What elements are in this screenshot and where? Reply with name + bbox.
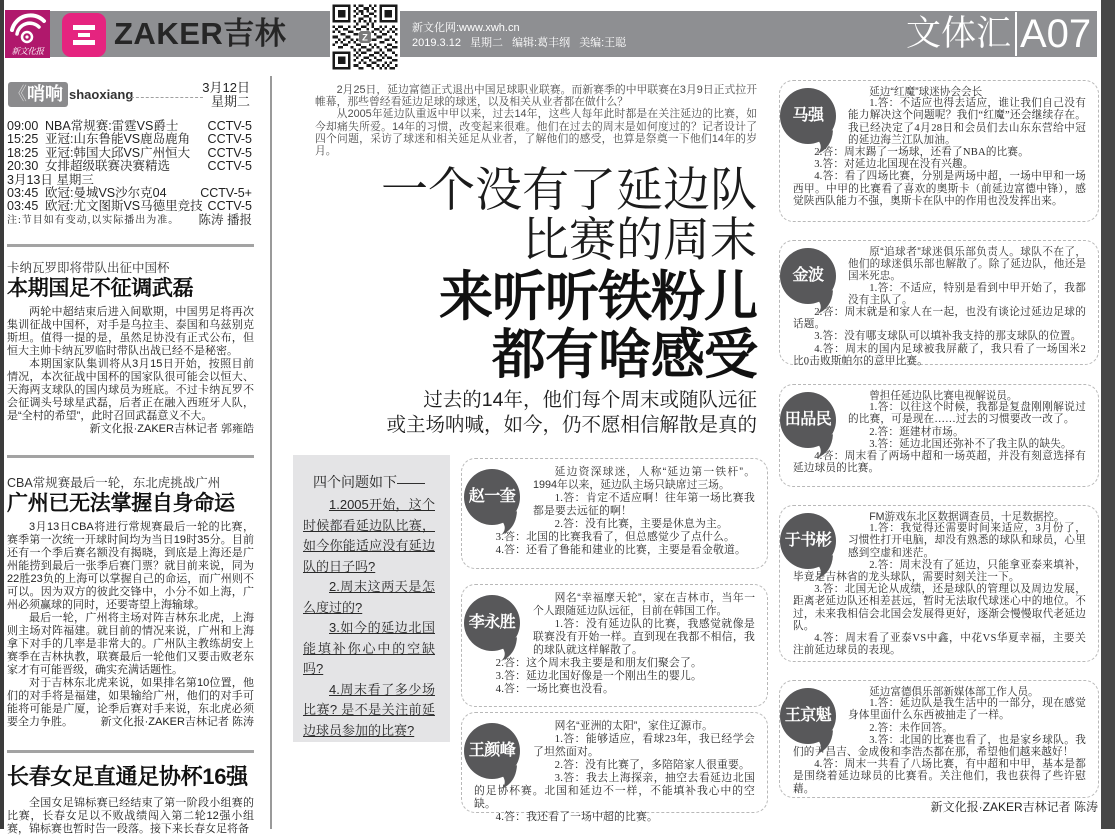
answer: 1.答：能够适应，看球23年，我已经学会了坦然面对。 bbox=[533, 733, 755, 758]
schedule-program: 亚冠:山东鲁能VS鹿岛鹿角 bbox=[45, 132, 191, 147]
article-paragraph: 3月13日CBA将进行常规赛最后一轮的比赛，赛季第一次统一开球时间均为当日19时35分。目前还有一个季后赛名额没有揭晓，到底是上海还是广州能捞到最后一张季后赛门票？就目前来说，同为22胜23负的上海可以掌握自己的命运，而广州则不可以。因为双方的彼此交锋中，小分不如上海，广州必须赢球的同时，还要寄望上海输球。 bbox=[7, 521, 254, 611]
schedule-program: 女排超级联赛决赛精选 bbox=[45, 159, 171, 174]
avatar bbox=[468, 720, 533, 784]
section-label-shaoxiang bbox=[8, 82, 68, 107]
schedule-weekday: 星期二 bbox=[210, 93, 250, 109]
article-womens-football bbox=[7, 763, 254, 836]
section-divider bbox=[7, 750, 254, 753]
interview-card bbox=[779, 80, 1099, 222]
section-divider bbox=[7, 244, 254, 247]
interviewee-intro: 原“追球者”球迷俱乐部负责人。球队不在了，他们的球迷俱乐部也解散了。除了延边队，他还是国米死忠。 bbox=[848, 246, 1086, 283]
article-paragraph: 最后一轮，广州将主场对阵吉林东北虎，上海则主场对阵福建。就目前的情况来说，广州和上海拿下对手的几率是非常大的。广州队主教练胡安上赛季在吉林执教，联赛最后一轮他们又要击败老东家才有可能晋级，确实充满话题性。 bbox=[7, 612, 254, 676]
answer: 4.答：我还看了一场中超的比赛。 bbox=[495, 811, 659, 823]
schedule-time: 03:45 bbox=[7, 186, 39, 201]
schedule-time: 18:25 bbox=[7, 145, 39, 160]
schedule-program: NBA常规赛:雷霆VS爵士 bbox=[45, 119, 179, 133]
interviewee-name: 赵一奎 bbox=[468, 488, 516, 505]
answer: 4.答：周末看了两场中超和一场英超，并没有刻意选择有延边球员的比赛。 bbox=[793, 451, 1086, 475]
issue-date: 2019.3.12 bbox=[412, 37, 461, 49]
schedule-time: 15:25 bbox=[7, 132, 39, 147]
article-paragraph-last bbox=[7, 677, 254, 729]
headline-line: 都有啥感受 bbox=[492, 325, 757, 385]
interviewee-name: 王京魁 bbox=[784, 707, 832, 724]
answer: 3.答：延边北国还弥补不了我主队的缺失。 bbox=[869, 438, 1072, 450]
schedule-program: 亚冠:韩国大邱VS广州恒大 bbox=[45, 145, 191, 160]
issue-line bbox=[412, 36, 632, 51]
subhead-line: 过去的14年，他们每个周末或随队远征 bbox=[423, 389, 757, 411]
answer: 3.答：北国无论从成绩，还是球队的管理以及周边发展，距离老延边队还相差甚远，暂时无法取代球迷心中的地位。不过，未来我相信会北国会发展得更好，逐渐会慢慢取代老延边队。 bbox=[793, 584, 1086, 632]
schedule-time: 09:00 bbox=[7, 119, 39, 133]
article-body bbox=[7, 797, 254, 836]
page-edge-left bbox=[0, 0, 4, 829]
answer: 3.答：延边北国好像是一个刚出生的婴儿。 bbox=[495, 670, 703, 682]
interview-card bbox=[779, 680, 1099, 798]
page-number: A07 bbox=[1020, 12, 1092, 56]
page-edge-right bbox=[1101, 0, 1115, 829]
answer: 1.答：不适应，特别是看到中甲开始了，我都没有主队了。 bbox=[848, 282, 1086, 306]
brand-name: ZAKER吉林 bbox=[114, 16, 287, 51]
answer: 3.答：北国的比赛我看了，但总感觉少了点什么。 bbox=[495, 531, 736, 543]
issue-weekday: 星期二 bbox=[470, 37, 503, 49]
section-name: 文体汇 bbox=[906, 14, 1012, 53]
answer: 1.答：我觉得还需要时间来适应，3月份了，习惯性打开电脑，却没有熟悉的球队和球员，心里感到空虚和迷茫。 bbox=[848, 523, 1086, 559]
answer: 1.答：没有延边队的比赛，我感觉就像是联赛没有开始一样。直到现在我都不相信，我的球队就这样解散了。 bbox=[533, 618, 755, 656]
article-national-team bbox=[7, 260, 254, 436]
feature-headline-top bbox=[300, 165, 757, 265]
article-title: 长春女足直通足协杯16强 bbox=[7, 764, 248, 789]
schedule-day: 3月12日 bbox=[202, 80, 250, 95]
interviewee-name: 田品民 bbox=[784, 411, 832, 428]
schedule-program: 欧冠:尤文图斯VS马德里竞技 bbox=[45, 199, 203, 214]
answer: 2.答：逛建材市场。 bbox=[869, 426, 964, 438]
column-divider bbox=[270, 76, 272, 829]
editor-credit: 编辑:葛丰纲 bbox=[512, 37, 571, 49]
answer: 4.答：一场比赛也没看。 bbox=[495, 683, 615, 695]
answer: 2.答：未作回答。 bbox=[869, 722, 954, 734]
article-paragraph: 两轮中超结束后进入间歇期，中国男足将再次集训征战中国杯，对手是乌拉圭、泰国和乌兹别克斯坦。值得一提的是，虽然足协没有正式公布，但恒大主帅卡纳瓦罗临时带队出战已经不是秘密。 bbox=[7, 306, 254, 357]
article-paragraph-text: 对于吉林东北虎来说，如果排名第10位置，他们的对手将是福建，如果输给广州，他们的对手可能将可能是广厦，论季后赛对手来说，东北虎必须要全力争胜。 bbox=[7, 677, 254, 728]
headline-line: 来听听铁粉儿 bbox=[439, 267, 757, 327]
avatar bbox=[784, 686, 848, 746]
avatar bbox=[784, 511, 848, 571]
interview-card bbox=[779, 240, 1099, 365]
article-paragraph: 本期国家队集训将从3月15日开始，按照目前情况，本次征战中国杯的国家队很可能会以恒大、天海两支球队的国内球员为班底。不过卡纳瓦罗不会征调头号球星武磊，后者正在融入西班牙人队，是“全村的希望”，此时召回武磊意义不大。 bbox=[7, 358, 254, 422]
article-body bbox=[7, 306, 254, 436]
schedule-time: 20:30 bbox=[7, 159, 39, 174]
label-bracket-mark: 《 bbox=[9, 84, 27, 104]
schedule-note-row bbox=[7, 214, 252, 227]
question-item: 4.周末看了多少场比赛? 是不是关注前延边球员参加的比赛? bbox=[303, 681, 435, 738]
zaker-app-icon bbox=[62, 13, 106, 57]
label-pinyin: shaoxiang bbox=[69, 87, 134, 102]
article-byline: 新文化报·ZAKER吉林记者 郭雍皓 bbox=[89, 423, 254, 435]
questions-title: 四个问题如下—— bbox=[313, 474, 425, 490]
interviewee-name: 李永胜 bbox=[468, 614, 516, 631]
zaker-z-icon bbox=[62, 13, 106, 57]
question-item: 3.如今的延边北国能填补你心中的空缺吗? bbox=[303, 620, 435, 676]
schedule-channel: CCTV-5 bbox=[207, 119, 252, 133]
section-separator bbox=[1015, 12, 1017, 56]
xinwenhua-paper-logo bbox=[5, 10, 50, 58]
qr-center-letter: Z bbox=[362, 32, 368, 43]
interviewee-intro: 网名“幸福摩天轮”，家在吉林市，当年一个人跟随延边队远征，目前在韩国工作。 bbox=[533, 592, 755, 617]
schedule-date-2: 3月13日 星期三 bbox=[7, 172, 94, 187]
answer: 1.答：以往这个时候，我都是复盘刚刚解说过的比赛，可是现在……过去的习惯要改一改了。 bbox=[848, 402, 1086, 426]
answer: 2.答：周末踢了一场球，还看了NBA的比赛。 bbox=[814, 147, 1029, 159]
interviewee-name: 金波 bbox=[792, 267, 824, 284]
section-divider bbox=[7, 455, 254, 458]
headline-line: 比赛的周末 bbox=[522, 213, 757, 266]
answer: 2.答：周末就是和家人在一起，也没有谈论过延边足球的话题。 bbox=[793, 307, 1086, 331]
schedule-time: 03:45 bbox=[7, 199, 39, 214]
article-kicker: CBA常规赛最后一轮，东北虎挑战广州 bbox=[7, 476, 221, 490]
answer: 4.答：周末看了亚泰VS中鑫，中花VS华夏幸福，主要关注前延边球员的表现。 bbox=[793, 633, 1086, 657]
schedule-reporter: 陈涛 播报 bbox=[198, 212, 252, 227]
question-item: 2.周末这两天是怎么度过的? bbox=[303, 579, 435, 615]
question-item: 1.2005开始，这个时候都看延边队比赛，如今你能适应没有延边队的日子吗? bbox=[303, 497, 435, 574]
avatar bbox=[793, 86, 848, 146]
website-url: 新文化网:www.xwh.cn bbox=[412, 22, 520, 34]
answer: 3.答：对延边北国现在没有兴趣。 bbox=[814, 159, 974, 171]
tv-schedule bbox=[7, 120, 252, 227]
label-chinese: 哨响 bbox=[27, 84, 63, 104]
feature-subhead bbox=[300, 388, 757, 438]
answer: 4.答：看了四场比赛，分别是两场中超，一场中甲和一场西甲。中甲的比赛看了喜欢的奥斯卡（前延边富德中锋），感觉陕西队能力不强，奥斯卡在队中的作用也没发挥出来。 bbox=[793, 171, 1086, 207]
interview-card bbox=[779, 505, 1099, 662]
subhead-line: 或主场呐喊，如今，仍不愿相信解散是真的 bbox=[386, 414, 757, 436]
answer: 1.答：不适应也得去适应，谁让我们自己没有能力解决这个问题呢？我们“红魔”还会继续存在。我已经决定了4月28日和会员们去山东东营给中冠的延边海兰江队加油。 bbox=[848, 98, 1086, 146]
schedule-channel: CCTV-5 bbox=[207, 159, 252, 174]
answer: 3.答：北国的比赛也看了，也是家乡球队。我们的尹昌吉、金成俊和李浩杰都在那，希望他们越来越好！ bbox=[793, 734, 1086, 759]
schedule-channel: CCTV-5 bbox=[207, 132, 252, 147]
feature-headline-main bbox=[300, 268, 757, 384]
interviewee-intro: 延边富德俱乐部新媒体部工作人员。 bbox=[869, 686, 1039, 698]
interviewee-name: 马强 bbox=[792, 107, 824, 124]
interviewee-intro: 曾担任延边队比赛电视解说员。 bbox=[869, 390, 1018, 402]
schedule-note: 注:节目如有变动,以实际播出为准。 bbox=[7, 214, 180, 226]
interviewee-name: 于书彬 bbox=[784, 532, 832, 549]
answer: 1.答：延边队是我生活中的一部分，现在感觉身体里面什么东西被抽走了一样。 bbox=[848, 698, 1086, 722]
avatar bbox=[468, 592, 533, 656]
schedule-row bbox=[7, 200, 252, 213]
qr-code-icon bbox=[330, 2, 400, 72]
schedule-row bbox=[7, 160, 252, 173]
interviewee-intro: FM游戏东北区数据调查员，十足数据控。 bbox=[869, 511, 1065, 523]
avatar bbox=[793, 246, 848, 306]
article-cba bbox=[7, 475, 254, 729]
paper-logo-text: 新文化报 bbox=[11, 46, 44, 56]
answer: 3.答：我去上海探亲，抽空去看延边北国的足协杯赛。北国和延边不一样，不能填补我心中的空缺。 bbox=[474, 772, 755, 810]
avatar bbox=[784, 390, 848, 450]
schedule-channel: CCTV-5 bbox=[207, 145, 252, 160]
interviewee-intro: 网名“亚洲的太阳”，家住辽源市。 bbox=[554, 720, 713, 732]
schedule-program: 欧冠:曼城VS沙尔克04 bbox=[45, 186, 167, 201]
article-byline: 新文化报·ZAKER吉林记者 陈涛 bbox=[100, 716, 254, 728]
questions-box bbox=[293, 455, 450, 742]
article-kicker: 卡纳瓦罗即将带队出征中国杯 bbox=[7, 261, 170, 275]
qr-code bbox=[330, 2, 400, 72]
article-title: 广州已无法掌握自身命运 bbox=[7, 492, 235, 515]
interviewee-intro: 延边资深球迷，人称“延边第一铁杆”。1994年以来，延边队主场只缺席过三场。 bbox=[533, 466, 755, 491]
interview-card bbox=[461, 458, 768, 569]
interview-card bbox=[779, 384, 1099, 487]
interviewee-intro: 延边“红魔”球迷协会会长 bbox=[869, 86, 983, 98]
interview-card bbox=[461, 584, 768, 707]
schedule-date bbox=[180, 81, 250, 108]
schedule-row bbox=[7, 133, 252, 146]
schedule-channel: CCTV-5+ bbox=[200, 186, 252, 201]
answer: 4.答：周末一共看了八场比赛，有中超和中甲，基本是都是围绕着延边球员的比赛看。关注他们，我也获得了些许慰藉。 bbox=[793, 759, 1086, 795]
article-paragraph: 全国女足锦标赛已经结束了第一阶段小组赛的比赛，长春女足以不败战绩闯入第二轮12强小组赛，锦标赛也暂时告一段落。接下来长春女足将备 bbox=[7, 797, 254, 835]
avatar bbox=[468, 466, 533, 530]
schedule-channel: CCTV-5 bbox=[207, 199, 252, 214]
answer: 3.答：没有哪支球队可以填补我支持的那支球队的位置。 bbox=[814, 331, 1082, 343]
feature-byline: 新文化报·ZAKER吉林记者 陈涛 bbox=[930, 800, 1098, 814]
answer: 4.答：还看了鲁能和建业的比赛，主要是看金敬道。 bbox=[495, 544, 747, 556]
interview-card bbox=[461, 712, 768, 823]
answer: 1.答：肯定不适应啊！往年第一场比赛我都是要去远征的啊！ bbox=[533, 492, 755, 517]
intro-paragraph: 从2005年延边队重返中甲以来，过去14年，这些人每年此时都是在关注延边的比赛，如今却痛失所爱。14年的习惯，改变起来很难。他们在过去的周末是如何度过的？记者设计了四个问题，采访了球迷和相关延足从业者，了解他们的感受，也算是祭奠一下他们14年的岁月。 bbox=[315, 108, 757, 158]
masthead-info bbox=[412, 21, 632, 51]
answer: 2.答：周末没有了延边，只能拿亚泰来填补，毕竟是吉林省的龙头球队，需要时刻关注一下。 bbox=[793, 559, 1086, 584]
answer: 2.答：这个周末我主要是和朋友们聚会了。 bbox=[495, 657, 703, 669]
intro-paragraph: 2月25日，延边富德正式退出中国足球职业联赛。而新赛季的中甲联赛在3月9日正式拉开帷幕，那些曾经看延边足球的球迷，以及相关从业者都在做什么？ bbox=[315, 84, 757, 109]
designer-credit: 美编:王聪 bbox=[579, 37, 627, 49]
interviewee-name: 王颜峰 bbox=[468, 742, 516, 759]
answer: 2.答：没有比赛了，多陪陪家人很重要。 bbox=[554, 759, 751, 771]
headline-line: 一个没有了延边队 bbox=[381, 163, 757, 216]
answer: 2.答：没有比赛，主要是休息为主。 bbox=[554, 518, 729, 530]
answer: 4.答：周末的国内足球被我屏蔽了，我只看了一场国米2比0击败斯帕尔的意甲比赛。 bbox=[793, 343, 1086, 367]
article-body bbox=[7, 521, 254, 729]
feature-intro bbox=[315, 84, 757, 157]
article-title: 本期国足不征调武磊 bbox=[7, 277, 194, 300]
signal-swoosh-icon bbox=[5, 10, 50, 48]
